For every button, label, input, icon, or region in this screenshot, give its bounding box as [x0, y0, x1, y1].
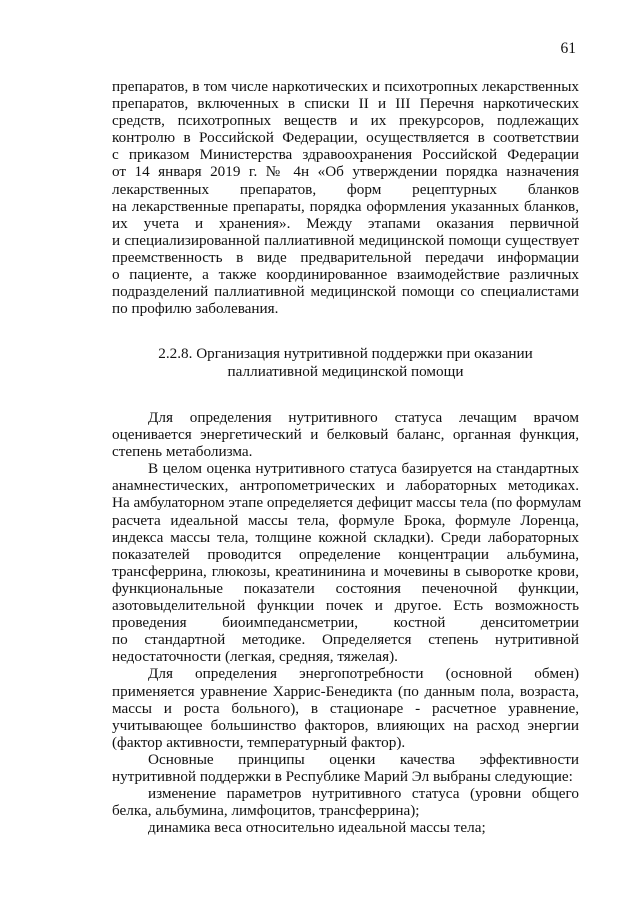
text-line: степень метаболизма. — [112, 443, 253, 461]
text-line: динамика веса относительно идеальной массы тела; — [148, 819, 486, 837]
body-text — [112, 409, 582, 837]
text-line: препаратов, в том числе наркотических и психотропных лекарственных — [112, 78, 579, 95]
text-line: лекарственных препаратов, форм рецептурных бланков — [112, 180, 579, 198]
text-line: анамнестических, антропометрических и лабораторных методиках. — [112, 477, 579, 495]
paragraph-continued — [112, 78, 579, 317]
text-line: контролю в Российской Федерации, осуществляется в соответствии — [112, 129, 579, 147]
text-line: В целом оценка нутритивного статуса базируется на стандартных — [148, 460, 579, 478]
text-line: азотовыделительной функции почек и другое. Есть возможность — [112, 597, 579, 615]
text-line: расчета идеальной массы тела, формуле Брока, формуле Лоренца, — [112, 511, 579, 529]
text-line: индекса массы тела, толщине кожной складки). Среди лабораторных — [112, 528, 579, 546]
text-line: с приказом Министерства здравоохранения Российской Федерации — [112, 146, 579, 164]
text-line: На амбулаторном этапе определяется дефицит массы тела (по формулам — [112, 494, 582, 512]
text-line: и специализированной паллиативной медицинской помощи существует — [112, 231, 579, 249]
text-line: Для определения нутритивного статуса лечащим врачом — [148, 409, 579, 426]
text-line: трансферрина, глюкозы, креатининина и мочевины в сыворотке крови, — [112, 562, 579, 580]
heading-line: 2.2.8. Организация нутритивной поддержки при оказании — [158, 345, 533, 362]
section-heading — [112, 345, 579, 380]
page-number: 61 — [560, 40, 576, 57]
text-line: массы и роста больного), в стационаре - расчетное уравнение, — [112, 699, 579, 717]
text-line: Для определения энергопотребности (основной обмен) — [148, 665, 579, 683]
heading-line: паллиативной медицинской помощи — [227, 362, 464, 380]
text-line: преемственность в виде предварительной передачи информации — [112, 248, 579, 266]
text-line: препаратов, включенных в списки II и III Перечня наркотических — [112, 95, 579, 113]
text-line: функциональные показатели состояния печеночной функции, — [112, 579, 579, 597]
text-line: от 14 января 2019 г. № 4н «Об утверждении порядка назначения — [112, 163, 579, 181]
text-line: подразделений паллиативной медицинской помощи со специалистами — [112, 283, 579, 301]
text-line: по профилю заболевания. — [112, 300, 279, 318]
text-line: Основные принципы оценки качества эффективности — [148, 750, 579, 768]
text-line: нутритивной поддержки в Республике Марий Эл выбраны следующие: — [112, 767, 573, 785]
text-line: оценивается энергетический и белковый баланс, органная функция, — [112, 426, 579, 444]
text-line: проведения биоимпедансметрии, костной денситометрии — [112, 614, 579, 632]
text-line: о пациенте, а также координированное взаимодействие различных — [112, 266, 579, 284]
text-line: изменение параметров нутритивного статуса (уровни общего — [148, 785, 579, 803]
text-line: их учета и хранения». Между этапами оказания первичной — [112, 214, 579, 232]
text-line: по стандартной методике. Определяется степень нутритивной — [112, 631, 579, 649]
text-line: средств, психотропных веществ и их прекурсоров, подлежащих — [112, 112, 579, 130]
text-line: недостаточности (легкая, средняя, тяжелая). — [112, 648, 398, 666]
text-line: белка, альбумина, лимфоцитов, трансферрина); — [112, 802, 420, 820]
text-line: применяется уравнение Харрис-Бенедикта (по данным пола, возраста, — [112, 682, 579, 700]
text-line: показателей проводится определение концентрации альбумина, — [112, 545, 579, 563]
text-line: (фактор активности, температурный фактор). — [112, 733, 406, 751]
text-line: учитывающее большинство факторов, влияющих на расход энергии — [112, 716, 579, 734]
text-line: на лекарственные препараты, порядка оформления указанных бланков, — [112, 197, 579, 215]
